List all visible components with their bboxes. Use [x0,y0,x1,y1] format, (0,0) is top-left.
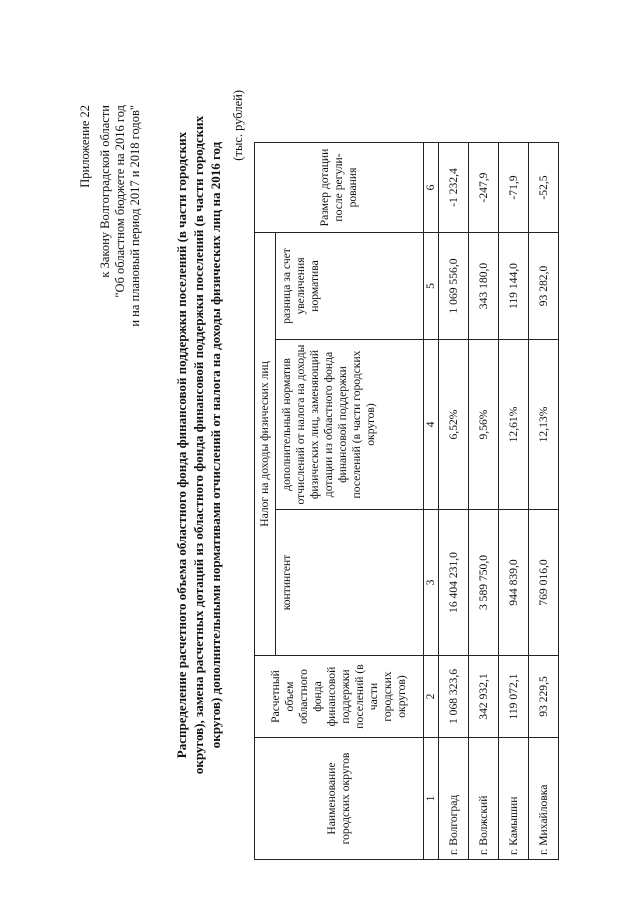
diff-value: 343 180,0 [469,233,499,340]
header-subsidy: Размер дотации после регули-рования [255,143,424,233]
table-row [529,143,559,860]
appendix-law-reference [98,105,143,905]
units-label: (тыс. рублей) [231,90,245,161]
header-name: Наименование городских округов [255,738,424,860]
table-row [439,143,469,860]
column-number: 5 [424,233,439,340]
subsidy-value: -247,9 [469,143,499,233]
norm-value: 12,61% [499,340,529,510]
header-contingent: контингент [276,510,424,656]
document-title-line: Распределение расчетного объема областного фонда финансовой поддержки поселений (в части городских [174,131,189,759]
volume-value: 119 072,1 [499,656,529,738]
header-ndfl-group: Налог на доходы физических лиц [255,233,276,656]
contingent-value: 3 589 750,0 [469,510,499,656]
appendix-law-line: к Закону Волгоградской области [98,105,112,278]
column-number: 6 [424,143,439,233]
subsidy-value: -71,9 [499,143,529,233]
column-number: 3 [424,510,439,656]
column-number: 1 [424,738,439,860]
document-title-line: округов), замена расчетных дотаций из областного фонда финансовой поддержки поселений (в части городских [191,115,206,775]
diff-value: 1 069 556,0 [439,233,469,340]
appendix-title: Приложение 22 [78,105,92,188]
city-name: г. Михайловка [529,738,559,860]
column-number: 4 [424,340,439,510]
contingent-value: 944 839,0 [499,510,529,656]
norm-value: 6,52% [439,340,469,510]
volume-value: 93 229,5 [529,656,559,738]
header-diff: разница за счет увеличения норматива [276,233,424,340]
column-number: 2 [424,656,439,738]
allocation-table [254,142,559,860]
document-title [173,95,224,795]
contingent-value: 16 404 231,0 [439,510,469,656]
norm-value: 9,56% [469,340,499,510]
subsidy-value: -1 232,4 [439,143,469,233]
subsidy-value: -52,5 [529,143,559,233]
diff-value: 119 144,0 [499,233,529,340]
table-row [469,143,499,860]
city-name: г. Волгоград [439,738,469,860]
header-norm: дополнительный норматив отчислений от налога на доходы физических лиц, заменяющий дотации из областного фонда финансовой поддержки поселений (в части городских округов) [276,340,424,510]
document-title-line: округов) дополнительными нормативами отчислений от налога на доходы физических лиц на 2016 год [208,141,223,749]
header-volume: Расчетный объем областного фонда финансовой поддержки поселений (в части городских округов) [255,656,424,738]
table-row [499,143,529,860]
norm-value: 12,13% [529,340,559,510]
city-name: г. Камышин [499,738,529,860]
diff-value: 93 282,0 [529,233,559,340]
contingent-value: 769 016,0 [529,510,559,656]
volume-value: 1 068 323,6 [439,656,469,738]
appendix-law-line: и на плановый период 2017 и 2018 годов" [128,105,142,327]
city-name: г. Волжский [469,738,499,860]
appendix-law-line: "Об областном бюджете на 2016 год [113,105,127,298]
volume-value: 342 932,1 [469,656,499,738]
column-number-row [424,143,439,860]
